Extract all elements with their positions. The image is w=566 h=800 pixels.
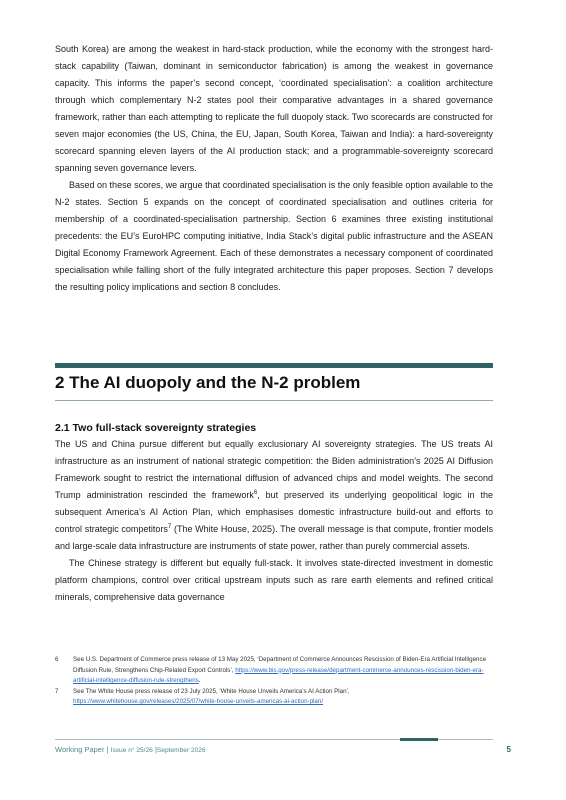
intro-text (55, 41, 493, 296)
footer-separator: | (154, 745, 157, 754)
paragraph-text: , but preserved its underlying geopolitical logic in the subsequent America’s AI Action Plan, which emphasises domestic infrastructure build-out and efforts to control strategic competitors (55, 490, 493, 534)
footnote-ref-7[interactable]: 7 (167, 524, 172, 530)
section-paragraph-1 (55, 436, 493, 555)
footer-info (55, 744, 206, 757)
footer-rule-accent (400, 738, 438, 741)
section-text (55, 436, 493, 606)
footer-series: Working Paper (55, 745, 105, 754)
footnote-text (73, 687, 493, 708)
section-paragraph-2: The Chinese strategy is different but equally full-stack. It involves state-directed investment in domestic platform champions, control over critical upstream inputs such as rare earth elements and refined critical minerals, comprehensive data governance (55, 558, 493, 602)
footnote-number: 6 (55, 656, 59, 663)
subsection-heading: 2.1 Two full-stack sovereignty strategies (55, 422, 257, 434)
footnote-link[interactable]: https://www.bis.gov/press-release/department-commerce-announces-rescission-biden-era-artificial-intelligence-diffusion-rule-strengthens (73, 666, 484, 684)
footnote-ref-6[interactable]: 6 (253, 490, 258, 496)
section-top-rule (55, 363, 493, 368)
footnote-body: See The White House press release of 23 July 2025, ‘White House Unveils America’s AI Action Plan’, (73, 687, 350, 695)
intro-paragraph-2: Based on these scores, we argue that coordinated specialisation is the only feasible option available to the N-2 states. Section 5 expands on the concept of coordinated specialisation and outlines criteria for membership of a coordinated-specialisation partnership. Section 6 examines three existing institutional precedents: the EU’s EuroHPC computing initiative, India Stack’s digital public infrastructure and the ASEAN Digital Economy Framework Agreement. Each of these demonstrates a necessary component of coordinated specialisation while falling short of the fully integrated architecture this paper proposes. Section 7 develops the resulting policy implications and section 8 concludes. (55, 180, 493, 292)
footnotes (55, 655, 493, 708)
footer-issue: Issue n° 25/26 (110, 747, 153, 754)
footer-date: September 2026 (156, 747, 206, 754)
footer-separator: | (106, 745, 109, 754)
section-underline (55, 400, 493, 401)
paragraph-text: (The White House, 2025). The overall message is that compute, frontier models and large-scale data infrastructure are instruments of state power, rather than purely commercial assets. (55, 524, 493, 551)
footnote (55, 687, 493, 708)
section-heading: 2 The AI duopoly and the N-2 problem (55, 373, 361, 392)
footnote-number: 7 (55, 687, 59, 695)
footnote-link[interactable]: https://www.whitehouse.gov/releases/2025/07/white-house-unveils-americas-ai-action-plan/ (73, 698, 324, 705)
footnote-tail: . (198, 677, 201, 684)
paragraph-text: The US and China pursue different but equally exclusionary AI sovereignty strategies. The US treats AI infrastructure as an instrument of national strategic competition: the Biden administration’s 2025 AI Diffusion Framework sought to restrict the international diffusion of advanced chips and model weights. The second Trump administration rescinded the framework (55, 439, 493, 500)
footnote-text (73, 655, 493, 687)
intro-paragraph-1: South Korea) are among the weakest in hard-stack production, while the economy with the strongest hard-stack capability (Taiwan, dominant in semiconductor fabrication) is among the weakest in governance capacity. This informs the paper’s second concept, ‘coordinated specialisation’: a coalition architecture through which complementary N-2 states pool their comparative advantages in a shared governance framework, rather than each attempting to replicate the full duopoly stack. Two scorecards are constructed for seven major economies (the US, China, the EU, Japan, South Korea, Taiwan and India): a hard-sovereignty scorecard spanning eleven layers of the AI production stack; and a programmable-sovereignty scorecard spanning seven governance levers. (55, 44, 493, 173)
footnote-body: See U.S. Department of Commerce press release of 13 May 2025, ‘Department of Commerce Announces Rescission of Biden-Era Artificial Intelligence Diffusion Rule, Strengthens Chip-Related Export Controls’, (73, 656, 487, 674)
page-number: 5 (506, 745, 511, 754)
footnote (55, 655, 493, 687)
